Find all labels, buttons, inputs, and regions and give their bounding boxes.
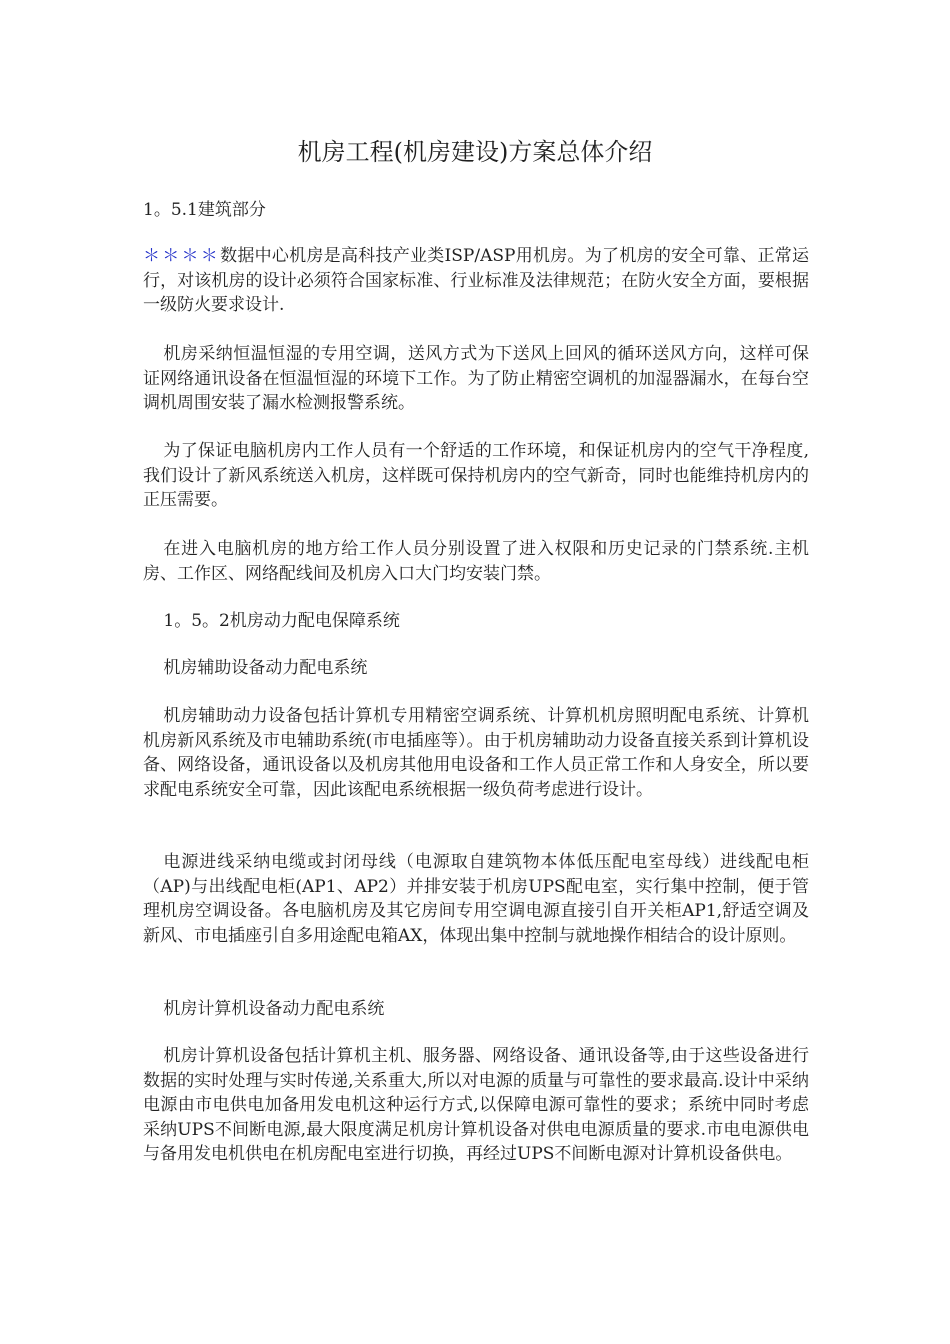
section-heading-1-5-1: 1。5.1建筑部分 [143,200,266,220]
paragraph-power-inlet: 电源进线采纳电缆或封闭母线（电源取自建筑物本体低压配电室母线）进线配电柜（AP)与出线配电柜(AP1、AP2）并排安装于机房UPS配电室，实行集中控制，便于管理机房空调设备。各电脑机房及其它房间专用空调电源直接引自开关柜AP1,舒适空调及新风、市电插座引自多用途配电箱AX，体现出集中控制与就地操作相结合的设计原则。 [143,852,809,946]
subsection-heading-auxiliary-power: 机房辅助设备动力配电系统 [163,658,368,678]
paragraph-intro-text: 数据中心机房是高科技产业类ISP/ASP用机房。为了机房的安全可靠、正常运行，对该机房的设计必须符合国家标准、行业标准及法律规范；在防火安全方面，要根据一级防火要求设计. [143,246,810,315]
subsection-heading-computer-power: 机房计算机设备动力配电系统 [163,999,385,1019]
paragraph-fresh-air: 为了保证电脑机房内工作人员有一个舒适的工作环境，和保证机房内的空气干净程度,我们设计了新风系统送入机房，这样既可保持机房内的空气新奇，同时也能维持机房内的正压需要。 [143,441,809,510]
document-title: 机房工程(机房建设)方案总体介绍 [297,138,653,166]
paragraph-intro [143,244,809,318]
paragraph-access-control: 在进入电脑机房的地方给工作人员分别设置了进入权限和历史记录的门禁系统.主机房、工作区、网络配线间及机房入口大门均安装门禁。 [143,539,809,584]
paragraph-computer-power: 机房计算机设备包括计算机主机、服务器、网络设备、通讯设备等,由于这些设备进行数据的实时处理与实时传递,关系重大,所以对电源的质量与可靠性的要求最高.设计中采纳电源由市电供电加备用发电机这种运行方式,以保障电源可靠性的要求；系统中同时考虑采纳UPS不间断电源,最大限度满足机房计算机设备对供电电源质量的要求.市电电源供电与备用发电机供电在机房配电室进行切换，再经过UPS不间断电源对计算机设备供电。 [143,1046,809,1164]
section-heading-1-5-2: 1。5。2机房动力配电保障系统 [163,611,400,631]
paragraph-auxiliary-power: 机房辅助动力设备包括计算机专用精密空调系统、计算机机房照明配电系统、计算机机房新风系统及市电辅助系统(市电插座等）。由于机房辅助动力设备直接关系到计算机设备、网络设备，通讯设备以及机房其他用电设备和工作人员正常工作和人身安全，所以要求配电系统安全可靠，因此该配电系统根据一级负荷考虑进行设计。 [143,706,809,800]
paragraph-air-conditioning: 机房采纳恒温恒湿的专用空调，送风方式为下送风上回风的循环送风方向，这样可保证网络通讯设备在恒温恒湿的环境下工作。为了防止精密空调机的加湿器漏水，在每台空调机周围安装了漏水检测报警系统。 [143,344,809,413]
redacted-stars: ＊＊＊＊ [143,246,221,266]
